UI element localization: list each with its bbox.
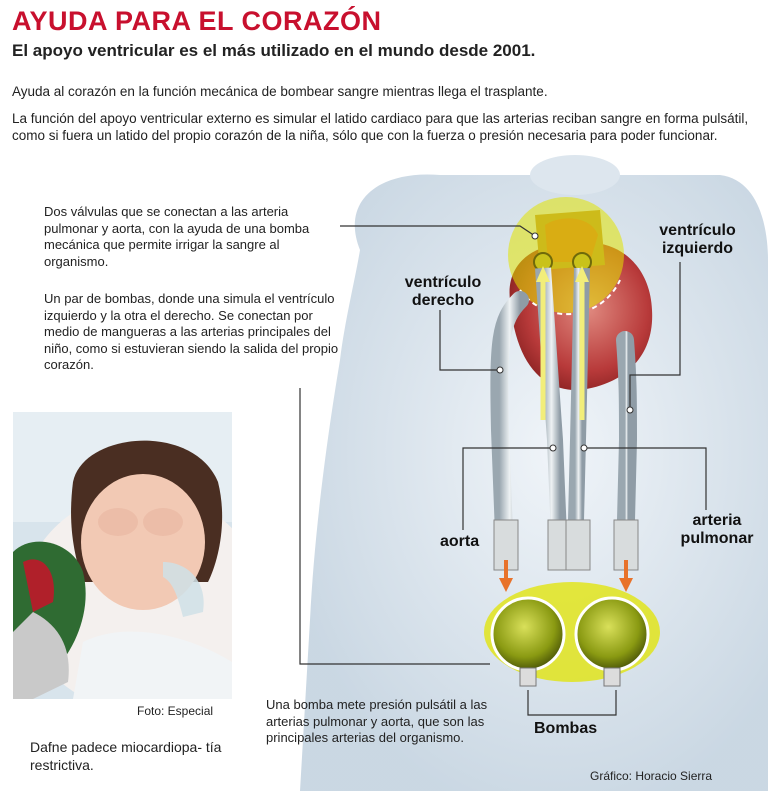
intro-text: Ayuda al corazón en la función mecánica de bombear sangre mientras llega el trasplante.: [12, 84, 548, 99]
photo-credit: Foto: Especial: [137, 704, 214, 718]
tube-connectors: [494, 520, 638, 570]
explanation-text: La función del apoyo ventricular externo es simular el latido cardiaco para que las arterias reciban sangre en forma pulsátil, como si fuera un latido del propio corazón de la niña, sólo que con la fuerza o presión necesaria para poder funcionar.: [12, 111, 749, 143]
label-right-ventricle: ventrículo derecho: [404, 274, 482, 309]
label-aorta: aorta: [440, 533, 480, 550]
page-title: AYUDA PARA EL CORAZÓN: [12, 6, 382, 36]
pumps-note: Un par de bombas, donde una simula el ventrículo izquierdo y la otra el derecho. Se conectan por medio de mangueras a las arterias principales del niño, como si estuvieran siendo la salida del propio corazón.: [44, 291, 339, 372]
patient-photo: [13, 412, 232, 699]
label-pulmonary-artery: arteria pulmonar: [680, 512, 754, 547]
photo-caption: Dafne padece miocardiopa- tía restrictiva.: [30, 739, 222, 773]
graphic-credit: Gráfico: Horacio Sierra: [590, 769, 713, 783]
label-left-ventricle: ventrículo izquierdo: [659, 222, 736, 257]
pressure-note: Una bomba mete presión pulsátil a las arterias pulmonar y aorta, que son las principales arterias del organismo.: [266, 697, 488, 745]
valves-note: Dos válvulas que se conectan a las arteria pulmonar y aorta, con la ayuda de una bomba mecánica que permite irrigar la sangre al organismo.: [44, 204, 310, 269]
label-pumps: Bombas: [534, 720, 598, 737]
page-subtitle: El apoyo ventricular es el más utilizado en el mundo desde 2001.: [12, 41, 536, 60]
